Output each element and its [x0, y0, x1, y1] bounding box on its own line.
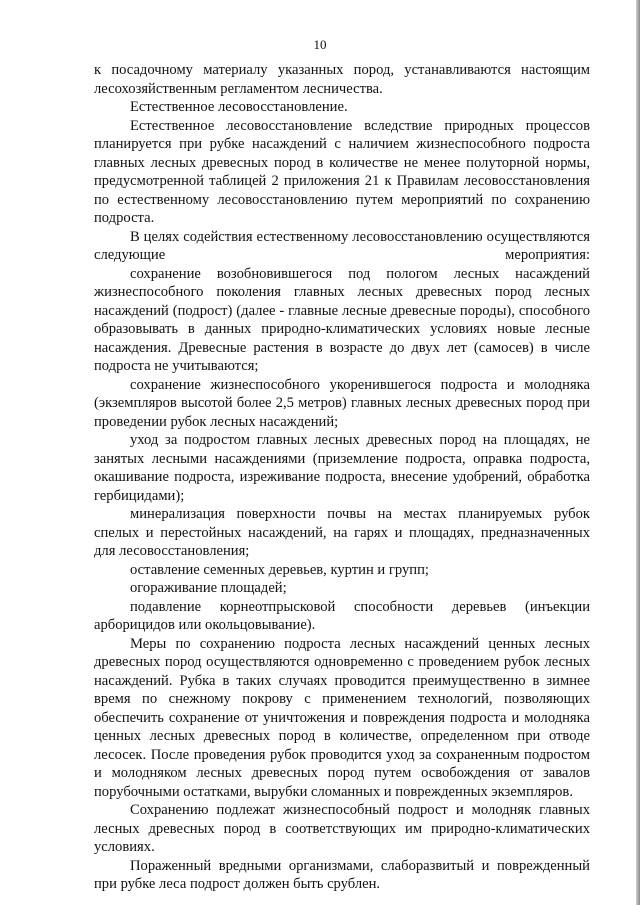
paragraph: подавление корнеотпрысковой способности деревьев (инъекции арборицидов или окольцовывание).	[94, 598, 590, 633]
body-text	[94, 61, 590, 894]
paragraph: сохранение жизнеспособного укоренившегося подроста и молодняка (экземпляров высотой более 2,5 метров) главных лесных древесных пород при проведении рубок лесных насаждений;	[94, 376, 590, 430]
paragraph: сохранение возобновившегося под пологом лесных насаждений жизнеспособного поколения главных лесных древесных пород лесных насаждений (подрост) (далее - главные лесные древесные породы), способного образовывать в данных природно-климатических условиях новые лесные насаждения. Древесные растения в возрасте до двух лет (самосев) в числе подроста не учитываются;	[94, 265, 590, 374]
paragraph: Естественное лесовосстановление.	[130, 99, 348, 115]
paragraph: Естественное лесовосстановление вследствие природных процессов планируется при рубке насаждений с наличием жизнеспособного подроста главных лесных древесных пород в количестве не менее полуторной нормы, предусмотренной таблицей 2 приложения 21 к Правилам лесовосстановления по естественному лесовосстановлению путем мероприятий по сохранению подроста.	[94, 117, 590, 226]
paragraph: минерализация поверхности почвы на местах планируемых рубок спелых и перестойных насаждений, на гарях и площадях, предназначенных для лесовосстановления;	[94, 506, 590, 559]
paragraph: В целях содействия естественному лесовосстановлению осуществляются следующие мероприятия:	[94, 228, 590, 263]
page-number: 10	[313, 37, 327, 52]
paragraph: Меры по сохранению подроста лесных насаждений ценных лесных древесных пород осуществляются одновременно с проведением рубок лесных насаждений. Рубка в таких случаях проводится преимущественно в зимнее время по снежному покрову с применением технологий, позволяющих обеспечить сохранение от уничтожения и повреждения подроста и молодняка ценных лесных древесных пород в количестве, определенном при отводе лесосек. После проведения рубок проводится уход за сохраненным подростом и молодняком лесных древесных пород путем освобождения от завалов порубочными остатками, вырубки сломанных и поврежденных экземпляров.	[94, 635, 590, 800]
paragraph: уход за подростом главных лесных древесных пород на площадях, не занятых лесными насаждениями (приземление подроста, оправка подроста, окашивание подроста, изреживание подроста, внесение удобрений, обработка гербицидами);	[94, 432, 590, 504]
paragraph: Сохранению подлежат жизнеспособный подрост и молодняк главных лесных древесных пород в соответствующих им природно-климатических условиях.	[94, 802, 590, 855]
paragraph: к посадочному материалу указанных пород, устанавливаются настоящим лесохозяйственным регламентом лесничества.	[94, 62, 590, 97]
paragraph: огораживание площадей;	[130, 580, 287, 596]
paragraph: оставление семенных деревьев, куртин и групп;	[130, 561, 429, 578]
scan-edge	[636, 0, 640, 905]
paragraph: Пораженный вредными организмами, слаборазвитый и поврежденный при рубке леса подрост должен быть срублен.	[94, 857, 590, 892]
